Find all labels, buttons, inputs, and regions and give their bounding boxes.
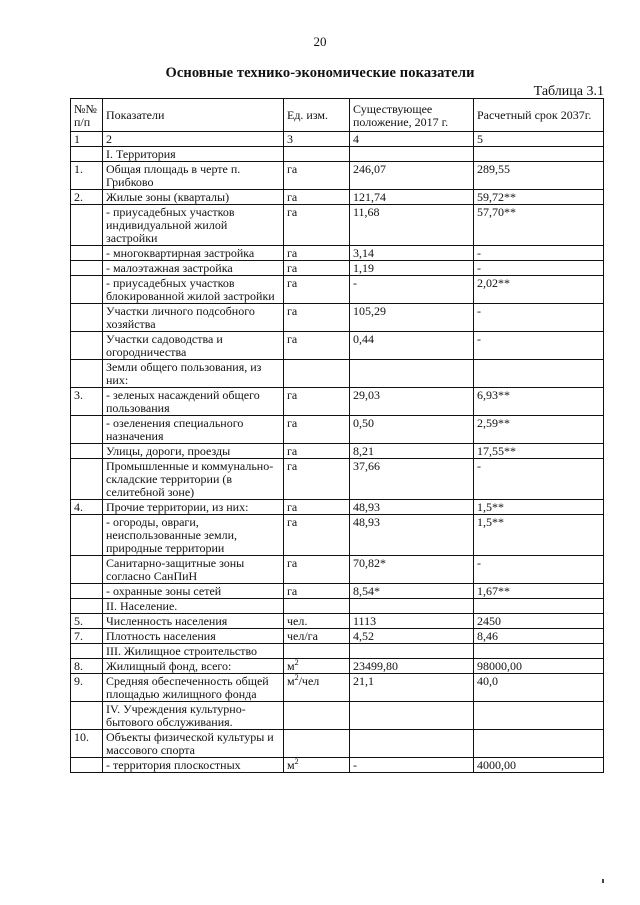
current-value: 1113: [350, 614, 474, 629]
current-value: 3,14: [350, 246, 474, 261]
table-row: [71, 360, 604, 388]
target-value: [474, 360, 604, 388]
col-number: 1: [71, 132, 103, 147]
row-number: [71, 758, 103, 773]
current-value: 121,74: [350, 190, 474, 205]
col-number: 4: [350, 132, 474, 147]
target-value: 40,0: [474, 674, 604, 702]
row-number: [71, 332, 103, 360]
indicator-name: Улицы, дороги, проезды: [103, 444, 284, 459]
indicator-name: Участки садоводства и огородничества: [103, 332, 284, 360]
table-row: [71, 190, 604, 205]
unit-cell: га: [284, 500, 350, 515]
unit-cell: [284, 360, 350, 388]
table-row: [71, 500, 604, 515]
document-title: Основные технико-экономические показатели: [165, 65, 475, 81]
current-value: [350, 702, 474, 730]
unit-exponent: 2: [294, 673, 299, 682]
indicator-name: Прочие территории, из них:: [103, 500, 284, 515]
indicator-name: - территория плоскостных: [103, 758, 284, 773]
table-row: [71, 556, 604, 584]
table-row: [71, 162, 604, 190]
unit-cell: чел.: [284, 614, 350, 629]
current-value: 48,93: [350, 515, 474, 556]
row-number: [71, 556, 103, 584]
row-number: [71, 702, 103, 730]
unit-tail: /чел: [298, 674, 320, 688]
unit-cell: га: [284, 444, 350, 459]
row-number: 2.: [71, 190, 103, 205]
current-value: [350, 360, 474, 388]
table-row: [71, 599, 604, 614]
unit-cell: [284, 659, 350, 674]
table-row: [71, 332, 604, 360]
indicator-name: Средняя обеспеченность общей площадью жилищного фонда: [103, 674, 284, 702]
table-row: [71, 730, 604, 758]
row-number: [71, 276, 103, 304]
row-number: [71, 515, 103, 556]
unit-cell: га: [284, 332, 350, 360]
indicator-name: Плотность населения: [103, 629, 284, 644]
col-number: 5: [474, 132, 604, 147]
current-value: 8,54*: [350, 584, 474, 599]
page-number: 20: [313, 34, 327, 49]
indicator-name: - многоквартирная застройка: [103, 246, 284, 261]
target-value: 8,46: [474, 629, 604, 644]
current-value: [350, 730, 474, 758]
indicator-name: - приусадебных участков блокированной жилой застройки: [103, 276, 284, 304]
current-value: 4,52: [350, 629, 474, 644]
table-row: [71, 147, 604, 162]
target-value: 1,5**: [474, 515, 604, 556]
current-value: 1,19: [350, 261, 474, 276]
target-value: [474, 730, 604, 758]
row-number: [71, 246, 103, 261]
row-number: 10.: [71, 730, 103, 758]
target-value: 17,55**: [474, 444, 604, 459]
table-row: [71, 276, 604, 304]
unit-cell: га: [284, 584, 350, 599]
unit-cell: га: [284, 388, 350, 416]
table-row: [71, 444, 604, 459]
unit-base: м: [287, 758, 295, 772]
unit-cell: [284, 644, 350, 659]
row-number: [71, 416, 103, 444]
current-value: [350, 599, 474, 614]
col-number: 2: [103, 132, 284, 147]
table-row: [71, 758, 604, 773]
current-value: [350, 147, 474, 162]
target-value: 2,59**: [474, 416, 604, 444]
current-value: 11,68: [350, 205, 474, 246]
row-number: [71, 147, 103, 162]
row-number: [71, 644, 103, 659]
unit-cell: [284, 702, 350, 730]
unit-cell: га: [284, 276, 350, 304]
target-value: 59,72**: [474, 190, 604, 205]
target-value: [474, 702, 604, 730]
header-name: Показатели: [103, 99, 284, 132]
table-row: [71, 659, 604, 674]
table-row: [71, 614, 604, 629]
col-number: 3: [284, 132, 350, 147]
header-unit: Ед. изм.: [284, 99, 350, 132]
row-number: [71, 360, 103, 388]
indicator-name: Жилые зоны (кварталы): [103, 190, 284, 205]
table-row: [71, 388, 604, 416]
row-number: 7.: [71, 629, 103, 644]
unit-exponent: 2: [294, 658, 299, 667]
indicator-name: II. Население.: [103, 599, 284, 614]
row-number: [71, 444, 103, 459]
row-number: 9.: [71, 674, 103, 702]
table-row: [71, 205, 604, 246]
table-row: [71, 304, 604, 332]
target-value: 289,55: [474, 162, 604, 190]
unit-cell: га: [284, 162, 350, 190]
target-value: -: [474, 261, 604, 276]
unit-cell: [284, 730, 350, 758]
unit-cell: [284, 758, 350, 773]
row-number: [71, 459, 103, 500]
indicator-name: Санитарно-защитные зоны согласно СанПиН: [103, 556, 284, 584]
row-number: [71, 261, 103, 276]
current-value: 8,21: [350, 444, 474, 459]
table-row: [71, 644, 604, 659]
current-value: 37,66: [350, 459, 474, 500]
row-number: 4.: [71, 500, 103, 515]
indicator-name: - приусадебных участков индивидуальной жилой застройки: [103, 205, 284, 246]
target-value: 6,93**: [474, 388, 604, 416]
header-row: [71, 99, 604, 132]
unit-cell: га: [284, 459, 350, 500]
indicator-name: Общая площадь в черте п. Грибково: [103, 162, 284, 190]
target-value: 98000,00: [474, 659, 604, 674]
current-value: 29,03: [350, 388, 474, 416]
current-value: 246,07: [350, 162, 474, 190]
unit-cell: [284, 599, 350, 614]
target-value: -: [474, 332, 604, 360]
unit-cell: га: [284, 261, 350, 276]
current-value: 23499,80: [350, 659, 474, 674]
indicator-name: - озеленения специального назначения: [103, 416, 284, 444]
row-number: 5.: [71, 614, 103, 629]
target-value: 1,5**: [474, 500, 604, 515]
current-value: -: [350, 276, 474, 304]
current-value: 70,82*: [350, 556, 474, 584]
unit-cell: [284, 147, 350, 162]
table-row: [71, 246, 604, 261]
unit-cell: га: [284, 190, 350, 205]
table-row: [71, 261, 604, 276]
table-label: Таблица 3.1: [533, 84, 604, 99]
table-row: [71, 674, 604, 702]
indicator-name: Жилищный фонд, всего:: [103, 659, 284, 674]
target-value: 1,67**: [474, 584, 604, 599]
table-row: [71, 584, 604, 599]
current-value: 48,93: [350, 500, 474, 515]
target-value: 2,02**: [474, 276, 604, 304]
indicator-name: Земли общего пользования, из них:: [103, 360, 284, 388]
unit-cell: га: [284, 246, 350, 261]
unit-cell: га: [284, 515, 350, 556]
current-value: 21,1: [350, 674, 474, 702]
row-number: [71, 584, 103, 599]
current-value: [350, 644, 474, 659]
indicator-name: - огороды, овраги, неиспользованные земли, природные территории: [103, 515, 284, 556]
unit-cell: га: [284, 416, 350, 444]
table-row: [71, 515, 604, 556]
target-value: -: [474, 459, 604, 500]
target-value: 57,70**: [474, 205, 604, 246]
indicator-name: I. Территория: [103, 147, 284, 162]
row-number: 1.: [71, 162, 103, 190]
current-value: -: [350, 758, 474, 773]
unit-exponent: 2: [294, 757, 299, 766]
header-future: Расчетный срок 2037г.: [474, 99, 604, 132]
table-row: [71, 416, 604, 444]
target-value: -: [474, 304, 604, 332]
indicator-name: - малоэтажная застройка: [103, 261, 284, 276]
target-value: [474, 147, 604, 162]
table-row: [71, 702, 604, 730]
target-value: -: [474, 246, 604, 261]
unit-cell: га: [284, 556, 350, 584]
current-value: 0,44: [350, 332, 474, 360]
unit-cell: [284, 674, 350, 702]
row-number: 8.: [71, 659, 103, 674]
unit-cell: га: [284, 304, 350, 332]
target-value: 2450: [474, 614, 604, 629]
indicator-name: - охранные зоны сетей: [103, 584, 284, 599]
indicator-name: Численность населения: [103, 614, 284, 629]
indicator-name: III. Жилищное строительство: [103, 644, 284, 659]
row-number: [71, 304, 103, 332]
unit-base: м: [287, 659, 295, 673]
target-value: -: [474, 556, 604, 584]
column-number-row: [71, 132, 604, 147]
indicators-table: [70, 98, 604, 773]
current-value: 0,50: [350, 416, 474, 444]
indicator-name: IV. Учреждения культурно-бытового обслуживания.: [103, 702, 284, 730]
indicator-name: - зеленых насаждений общего пользования: [103, 388, 284, 416]
unit-base: м: [287, 674, 295, 688]
unit-cell: га: [284, 205, 350, 246]
scan-mark: [602, 879, 604, 883]
unit-cell: чел/га: [284, 629, 350, 644]
row-number: [71, 205, 103, 246]
table-row: [71, 459, 604, 500]
indicator-name: Промышленные и коммунально-складские территории (в селитебной зоне): [103, 459, 284, 500]
target-value: [474, 599, 604, 614]
target-value: [474, 644, 604, 659]
current-value: 105,29: [350, 304, 474, 332]
table-row: [71, 629, 604, 644]
indicator-name: Участки личного подсобного хозяйства: [103, 304, 284, 332]
indicator-name: Объекты физической культуры и массового спорта: [103, 730, 284, 758]
header-num: №№ п/п: [71, 99, 103, 132]
row-number: [71, 599, 103, 614]
target-value: 4000,00: [474, 758, 604, 773]
header-current: Существующее положение, 2017 г.: [350, 99, 474, 132]
row-number: 3.: [71, 388, 103, 416]
